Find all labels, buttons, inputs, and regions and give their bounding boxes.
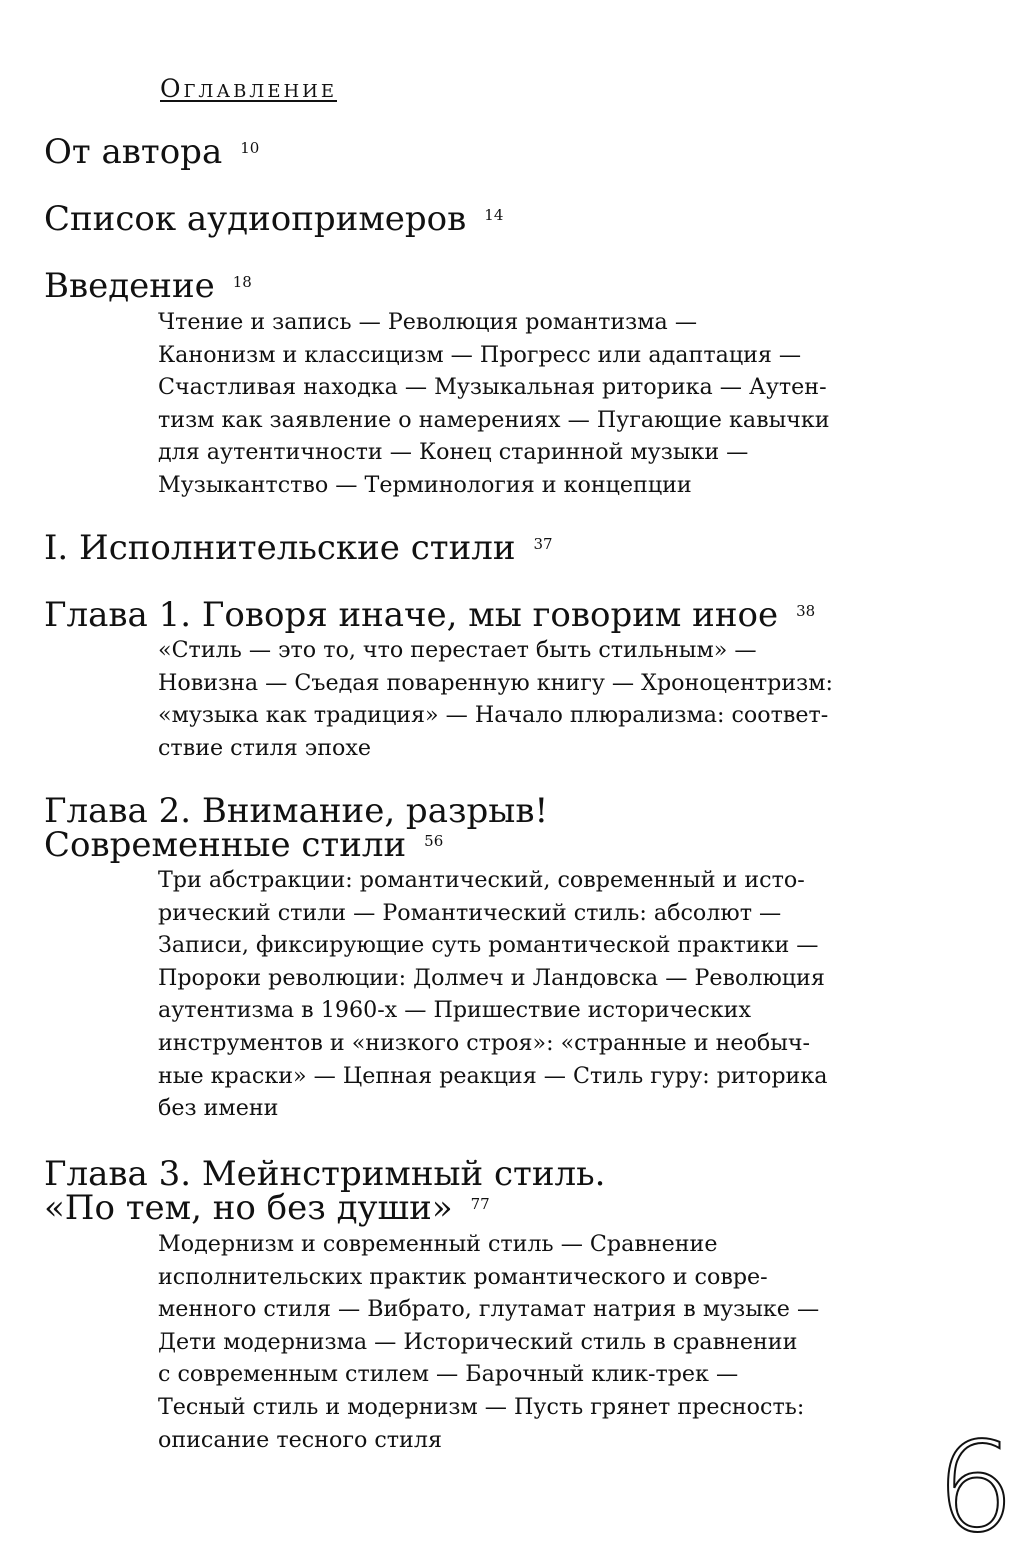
toc-entry-chapter-1[interactable] (44, 597, 815, 633)
description-line: «Стиль — это то, что перестает быть стильным» — (158, 637, 757, 663)
description-line: Модернизм и современный стиль — Сравнение (158, 1231, 718, 1257)
toc-entry-chapter-2-line-2[interactable] (44, 827, 443, 863)
entry-title-line-1: Глава 3. Мейнстримный стиль. (44, 1154, 606, 1194)
entry-page-number: 14 (484, 206, 504, 224)
toc-entry-chapter-3[interactable] (44, 1156, 605, 1192)
description-line: Счастливая находка — Музыкальная риторика — Аутен- (158, 374, 827, 401)
description-line: «музыка как традиция» — Начало плюрализма: соответ- (158, 702, 829, 729)
page-folio-number: 6 (936, 1416, 1015, 1560)
description-line: Дети модернизма — Исторический стиль в сравнении (158, 1328, 798, 1355)
chapter-3-description (158, 1228, 898, 1456)
entry-title: От автора (44, 132, 223, 172)
entry-title: Глава 1. Говоря иначе, мы говорим иное (44, 595, 779, 635)
description-line: Тесный стиль и модернизм — Пусть грянет пресность: (158, 1393, 805, 1420)
introduction-description (158, 306, 898, 502)
entry-title-line-2: «По тем, но без души» (44, 1188, 453, 1228)
toc-entry-chapter-3-line-2[interactable] (44, 1190, 490, 1226)
description-line: тизм как заявление о намерениях — Пугающие кавычки (158, 406, 830, 433)
entry-page-number: 38 (796, 602, 816, 620)
entry-page-number: 56 (424, 832, 444, 850)
description-line: Пророки революции: Долмеч и Ландовска — Революция (158, 964, 825, 991)
entry-page-number: 77 (470, 1195, 490, 1213)
description-line: Новизна — Съедая поваренную книгу — Хроноцентризм: (158, 669, 833, 696)
entry-page-number: 10 (240, 139, 260, 157)
description-line: для аутентичности — Конец старинной музыки — (158, 439, 749, 466)
chapter-1-description (158, 634, 898, 764)
toc-entry-audio-examples[interactable] (44, 201, 503, 237)
description-line: менного стиля — Вибрато, глутамат натрия в музыке — (158, 1296, 820, 1323)
description-line: рический стили — Романтический стиль: абсолют — (158, 899, 782, 926)
entry-title-line-2: Современные стили (44, 825, 407, 865)
description-line: аутентизма в 1960-х — Пришествие исторических (158, 997, 751, 1024)
description-line: Три абстракции: романтический, современный и исто- (158, 867, 805, 893)
description-line: без имени (158, 1095, 279, 1122)
description-line: исполнительских практик романтического и совре- (158, 1263, 768, 1290)
description-line: с современным стилем — Барочный клик-трек — (158, 1361, 739, 1388)
entry-title: I. Исполнительские стили (44, 528, 516, 568)
description-line: ные краски» — Цепная реакция — Стиль гуру: риторика (158, 1062, 828, 1089)
description-line: ствие стиля эпохе (158, 734, 372, 761)
entry-title: Введение (44, 266, 215, 306)
description-line: Чтение и запись — Революция романтизма — (158, 309, 698, 335)
toc-entry-chapter-2[interactable] (44, 793, 548, 829)
entry-title-line-1: Глава 2. Внимание, разрыв! (44, 791, 549, 831)
description-line: Канонизм и классицизм — Прогресс или адаптация — (158, 341, 802, 368)
entry-title: Список аудиопримеров (44, 199, 467, 239)
description-line: Записи, фиксирующие суть романтической практики — (158, 932, 819, 959)
description-line: описание тесного стиля (158, 1426, 442, 1453)
description-line: Музыкантство — Терминология и концепции (158, 471, 692, 498)
entry-page-number: 37 (533, 535, 553, 553)
description-line: инструментов и «низкого строя»: «странные и необыч- (158, 1029, 811, 1056)
toc-entry-introduction[interactable] (44, 268, 252, 304)
toc-entry-author[interactable] (44, 134, 259, 170)
entry-page-number: 18 (232, 273, 252, 291)
chapter-2-description (158, 864, 898, 1125)
toc-label: Оглавление (160, 74, 337, 103)
toc-entry-part-1[interactable] (44, 530, 553, 566)
